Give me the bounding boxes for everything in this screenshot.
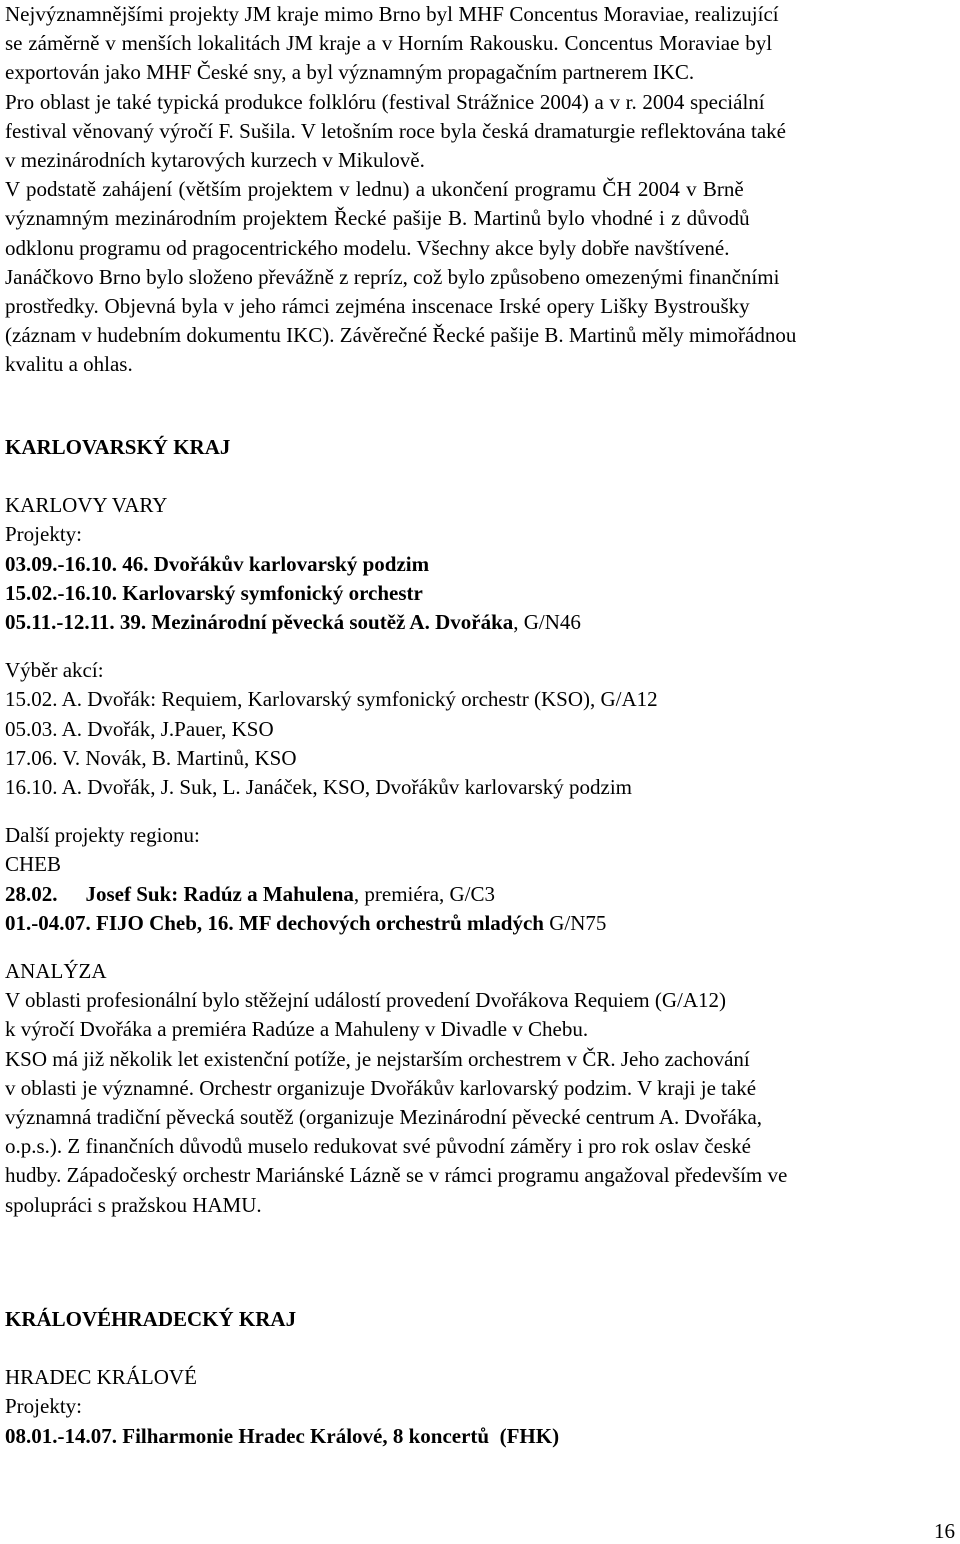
intro-line: V podstatě zahájení (větším projektem v lednu) a ukončení programu ČH 2004 v Brně bbox=[5, 177, 744, 202]
event-item: 16.10. A. Dvořák, J. Suk, L. Janáček, KSO, Dvořákův karlovarský podzim bbox=[5, 775, 632, 800]
intro-line: prostředky. Objevná byla v jeho rámci zejména inscenace Irské opery Lišky Bystroušky bbox=[5, 294, 750, 319]
intro-line: Nejvýznamnějšími projekty JM kraje mimo Brno byl MHF Concentus Moraviae, realizující bbox=[5, 2, 779, 26]
other-project-title: FIJO Cheb, 16. MF dechových orchestrů mladých bbox=[96, 910, 544, 935]
other-projects-label: Další projekty regionu: bbox=[5, 823, 200, 848]
intro-line: festival věnovaný výročí F. Sušila. V letošním roce byla česká dramaturgie reflektována také bbox=[5, 118, 786, 143]
analysis-line: hudby. Západočeský orchestr Mariánské Lázně se v rámci programu angažoval především ve bbox=[5, 1163, 788, 1188]
other-project-item bbox=[5, 880, 955, 909]
other-project-item bbox=[5, 909, 955, 938]
page-number: 16 bbox=[934, 1519, 955, 1543]
intro-paragraph bbox=[5, 0, 955, 380]
project-title: 03.09.-16.10. 46. Dvořákův karlovarský podzim bbox=[5, 551, 430, 576]
analysis-line: o.p.s.). Z finančních důvodů muselo redukovat své původní záměry i pro rok oslav české bbox=[5, 1134, 751, 1159]
project-item: 08.01.-14.07. Filharmonie Hradec Králové, 8 koncertů (FHK) bbox=[5, 1423, 560, 1448]
other-project-suffix: , premiéra, G/C3 bbox=[353, 881, 496, 906]
analysis-line: v oblasti je významné. Orchestr organizuje Dvořákův karlovarský podzim. V kraji je také bbox=[5, 1075, 757, 1100]
city-heading: HRADEC KRÁLOVÉ bbox=[5, 1365, 197, 1390]
projects-label: Projekty: bbox=[5, 1394, 82, 1419]
other-project-suffix: G/N75 bbox=[543, 910, 607, 935]
intro-line: kvalitu a ohlas. bbox=[5, 352, 133, 377]
intro-line: v mezinárodních kytarových kurzech v Mikulově. bbox=[5, 148, 425, 173]
section-heading: KARLOVARSKÝ KRAJ bbox=[5, 435, 231, 459]
other-project-title: Josef Suk: Radúz a Mahulena bbox=[85, 881, 354, 906]
analysis-line: k výročí Dvořáka a premiéra Radúze a Mahuleny v Divadle v Chebu. bbox=[5, 1017, 589, 1042]
analysis-heading: ANALÝZA bbox=[5, 959, 107, 984]
project-item bbox=[5, 608, 955, 637]
project-title: 05.11.-12.11. 39. Mezinárodní pěvecká soutěž A. Dvořáka bbox=[5, 610, 514, 635]
kralovehradecky-section bbox=[5, 1305, 955, 1451]
intro-line: Janáčkovo Brno bylo složeno převážně z repríz, což bylo způsobeno omezenými finančními bbox=[5, 264, 780, 289]
intro-line: se záměrně v menších lokalitách JM kraje a v Horním Rakousku. Concentus Moraviae byl bbox=[5, 31, 773, 56]
intro-line: (záznam v hudebním dokumentu IKC). Závěrečné Řecké pašije B. Martinů měly mimořádnou bbox=[5, 323, 797, 348]
project-code: , G/N46 bbox=[513, 610, 581, 635]
intro-line: Pro oblast je také typická produkce folklóru (festival Strážnice 2004) a v r. 2004 speciální bbox=[5, 89, 765, 114]
intro-line: exportován jako MHF České sny, a byl významným propagačním partnerem IKC. bbox=[5, 60, 695, 85]
analysis-line: V oblasti profesionální bylo stěžejní událostí provedení Dvořákova Requiem (G/A12) bbox=[5, 988, 727, 1013]
city-heading: KARLOVY VARY bbox=[5, 493, 168, 518]
other-project-date: 28.02. bbox=[5, 881, 58, 906]
section-heading: KRÁLOVÉHRADECKÝ KRAJ bbox=[5, 1307, 297, 1331]
project-item bbox=[5, 579, 955, 608]
other-city: CHEB bbox=[5, 852, 62, 877]
karlovarsky-section bbox=[5, 433, 955, 1220]
other-project-date: 01.-04.07. bbox=[5, 910, 91, 935]
projects-label: Projekty: bbox=[5, 522, 82, 547]
project-item bbox=[5, 550, 955, 579]
analysis-line: spolupráci s pražskou HAMU. bbox=[5, 1192, 262, 1217]
project-title: 15.02.-16.10. Karlovarský symfonický orchestr bbox=[5, 580, 423, 605]
event-item: 17.06. V. Novák, B. Martinů, KSO bbox=[5, 745, 297, 770]
analysis-line: KSO má již několik let existenční potíže, je nejstarším orchestrem v ČR. Jeho zachování bbox=[5, 1046, 750, 1071]
intro-line: významným mezinárodním projektem Řecké pašije B. Martinů bylo vhodné i z důvodů bbox=[5, 206, 750, 231]
intro-line: odklonu programu od pragocentrického modelu. Všechny akce byly dobře navštívené. bbox=[5, 235, 730, 260]
event-item: 15.02. A. Dvořák: Requiem, Karlovarský symfonický orchestr (KSO), G/A12 bbox=[5, 687, 658, 712]
events-label: Výběr akcí: bbox=[5, 658, 104, 683]
analysis-line: významná tradiční pěvecká soutěž (organizuje Mezinárodní pěvecké centrum A. Dvořáka, bbox=[5, 1105, 763, 1130]
event-item: 05.03. A. Dvořák, J.Pauer, KSO bbox=[5, 716, 274, 741]
